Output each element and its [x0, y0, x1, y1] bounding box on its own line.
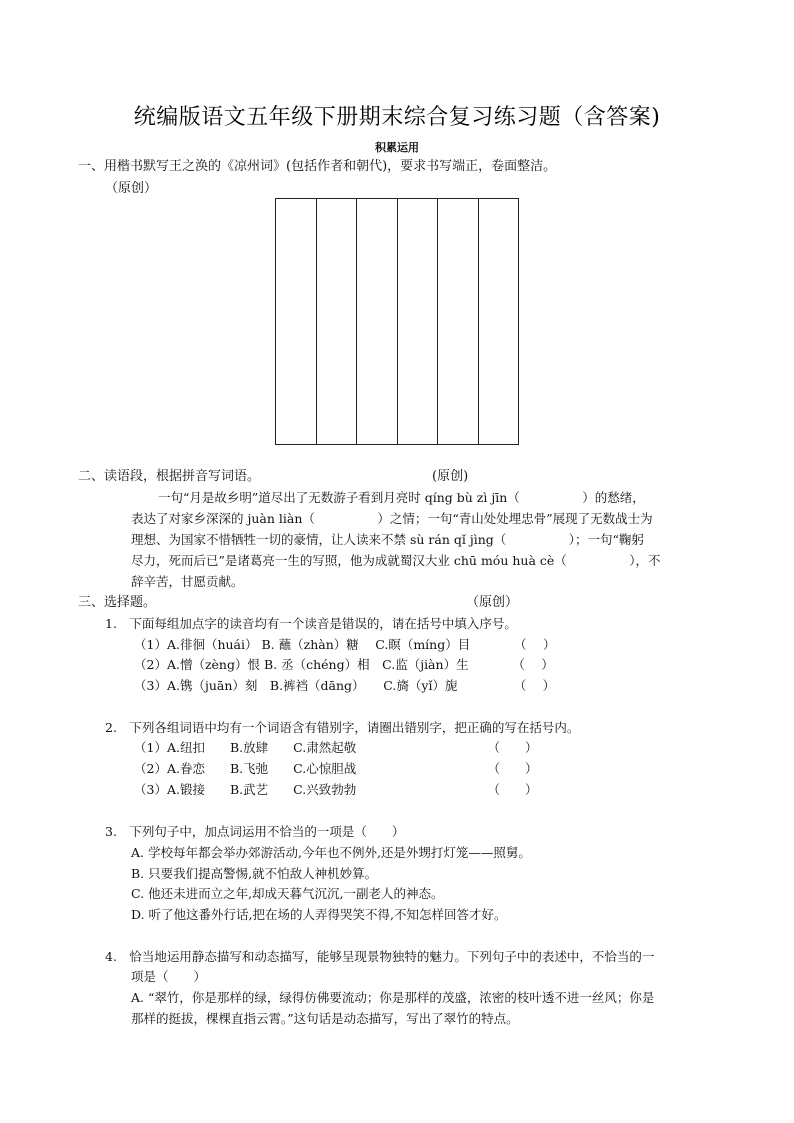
writing-column[interactable]	[438, 199, 479, 444]
q3-4-option: A. “翠竹，你是那样的绿，绿得仿佛要流动；你是那样的茂盛，浓密的枝叶透不进一丝风；你是	[131, 990, 655, 1005]
writing-column[interactable]	[317, 199, 358, 444]
q3-2-stem: 2. 下列各组词语中均有一个词语含有错别字，请圈出错别字，把正确的写在括号内。	[105, 720, 580, 735]
q2-paragraph-line: 表达了对家乡深深的 juàn liàn（ ）之情；一句“青山处处埋忠骨”展现了无数战士为	[131, 511, 653, 526]
q3-1-option: （3）A.镌（juān）刻 B.裤裆（dāng） C.旖（yǐ）旎 （ ）	[134, 678, 556, 693]
q2-paragraph-line: 理想、为国家不惜牺牲一切的豪情，让人读来不禁 sù rán qǐ jìng（ ）；一句“鞠躬	[131, 532, 644, 547]
section-label: 积累运用	[375, 141, 419, 154]
q3-2-option: （1）A.纽扣 B.放肆 C.肃然起敬 （ ）	[134, 740, 538, 755]
q3-3-option: D. 听了他这番外行话,把在场的人弄得哭笑不得,不知怎样回答才好。	[131, 907, 507, 922]
q3-heading: 三、选择题。	[78, 595, 157, 610]
q2-paragraph-line: 辞辛苦，甘愿贡献。	[131, 574, 244, 589]
writing-column[interactable]	[479, 199, 519, 444]
writing-column[interactable]	[276, 199, 317, 444]
q3-2-option: （3）A.锻接 B.武艺 C.兴致勃勃 （ ）	[134, 782, 538, 797]
writing-grid[interactable]	[275, 198, 519, 445]
q3-3-option: A. 学校每年都会举办郊游活动,今年也不例外,还是外甥打灯笼——照舅。	[131, 845, 531, 860]
q1-instruction: 一、用楷书默写王之涣的《凉州词》(包括作者和朝代)，要求书写端正，卷面整洁。	[78, 159, 557, 174]
q2-heading: 二、读语段，根据拼音写词语。	[78, 469, 261, 484]
q3-1-option: （1）A.徘徊（huái） B. 蘸（zhàn）糖 C.瞑（míng）目 （ ）	[134, 637, 556, 652]
q2-source: (原创)	[432, 469, 469, 484]
q3-source: （原创）	[466, 595, 519, 610]
writing-column[interactable]	[398, 199, 439, 444]
q3-4-stem-continued: 项是（ ）	[131, 969, 207, 984]
q3-3-stem: 3. 下列句子中，加点词运用不恰当的一项是（ ）	[105, 824, 405, 839]
q1-source: （原创）	[105, 181, 158, 196]
q3-1-option: （2）A.憎（zèng）恨 B. 丞（chéng）相 C.监（jiàn）生 （ ）	[134, 657, 554, 672]
q3-4-stem: 4. 恰当地运用静态描写和动态描写，能够呈现景物独特的魅力。下列句子中的表述中，不恰当的一	[105, 949, 655, 964]
q3-4-option: 那样的挺拔，棵棵直指云霄。”这句话是动态描写，写出了翠竹的特点。	[131, 1011, 519, 1026]
q3-1-stem: 1. 下面每组加点字的读音均有一个读音是错误的，请在括号中填入序号。	[105, 616, 517, 631]
q3-3-option: C. 他还未进而立之年,却成天暮气沉沉,一副老人的神态。	[131, 886, 444, 901]
writing-column[interactable]	[357, 199, 398, 444]
page-title: 统编版语文五年级下册期末综合复习练习题（含答案)	[133, 105, 661, 130]
q3-3-option: B. 只要我们提高警惕,就不怕敌人神机妙算。	[131, 866, 378, 881]
q2-paragraph-line: 尽力，死而后已”是诸葛亮一生的写照，他为成就蜀汉大业 chū móu huà cè（ ），不	[131, 553, 661, 568]
q2-paragraph-line: 一句“月是故乡明”道尽出了无数游子看到月亮时 qíng bù zì jīn（ ）的愁绪，	[158, 490, 645, 505]
q3-2-option: （2）A.眷恋 B.飞弛 C.心惊胆战 （ ）	[134, 761, 538, 776]
